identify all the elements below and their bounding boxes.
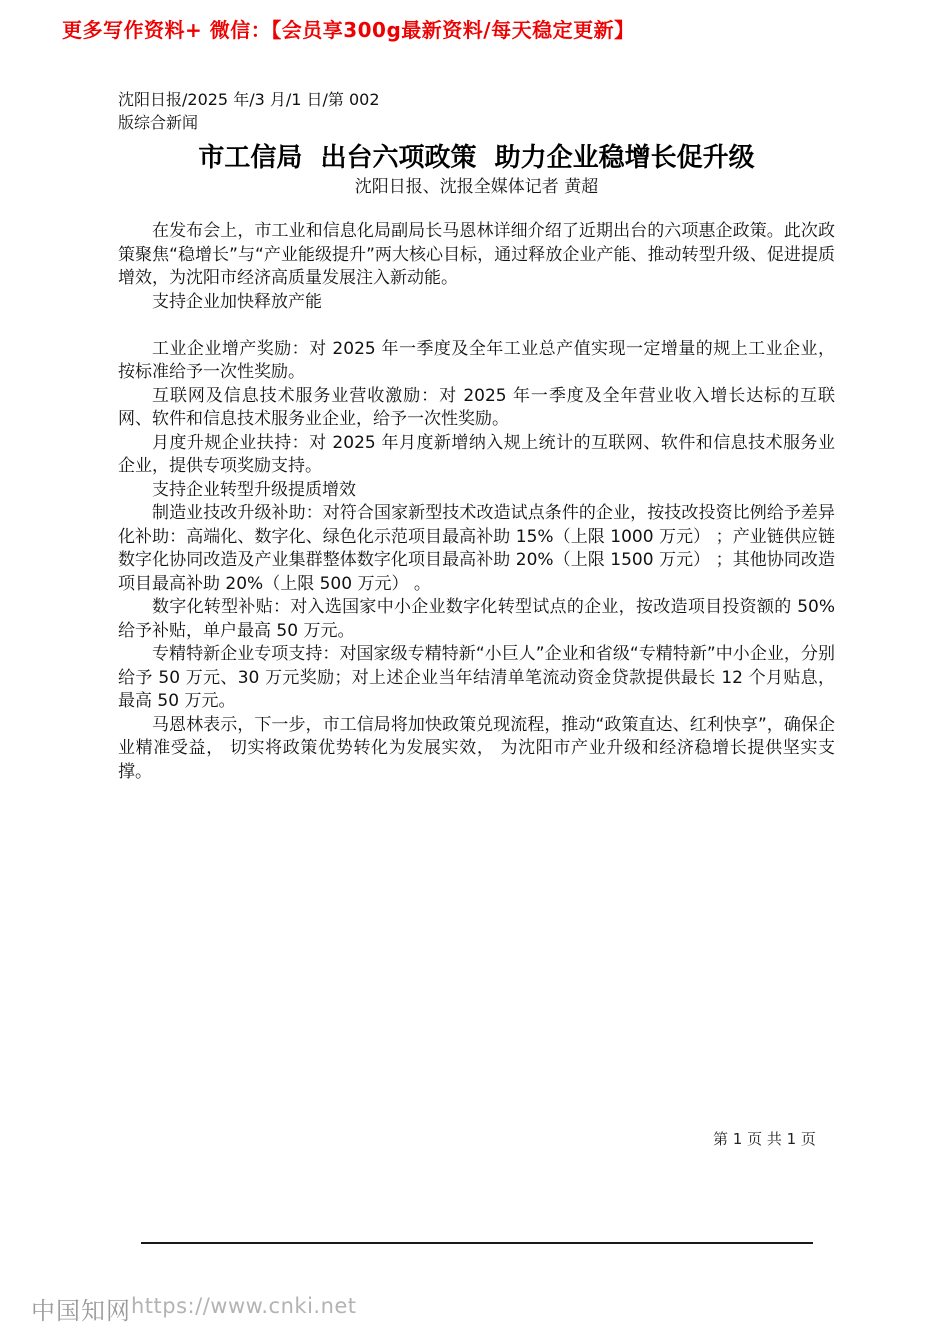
source-meta-line1: 沈阳日报/2025 年/3 月/1 日/第 002 [118, 90, 380, 109]
paragraph: 马恩林表示，下一步，市工信局将加快政策兑现流程，推动“政策直达、红利快享”，确保企业精准受益， 切实将政策优势转化为发展实效， 为沈阳市产业升级和经济稳增长提供坚实支撑。 [118, 714, 835, 782]
paragraph: 互联网及信息技术服务业营收激励：对 2025 年一季度及全年营业收入增长达标的互联网、软件和信息技术服务业企业，给予一次性奖励。 [118, 385, 835, 429]
promo-banner: 更多写作资料+ 微信：【会员享300g最新资料/每天稳定更新】 [62, 18, 635, 42]
paragraph: 工业企业增产奖励：对 2025 年一季度及全年工业总产值实现一定增量的规上工业企业，按标准给予一次性奖励。 [118, 338, 835, 382]
paragraph: 月度升规企业扶持：对 2025 年月度新增纳入规上统计的互联网、软件和信息技术服务业企业，提供专项奖励支持。 [118, 432, 835, 476]
footer-divider [141, 1242, 813, 1244]
section-subhead: 支持企业加快释放产能 [152, 291, 322, 312]
section-subhead: 支持企业转型升级提质增效 [152, 479, 356, 500]
cnki-url-watermark: https://www.cnki.net [131, 1294, 357, 1318]
paragraph: 数字化转型补贴：对入选国家中小企业数字化转型试点的企业，按改造项目投资额的 50%给予补贴，单户最高 50 万元。 [118, 597, 835, 641]
page-indicator: 第 1 页 共 1 页 [713, 1130, 816, 1148]
article-body [118, 220, 835, 784]
paragraph: 在发布会上，市工业和信息化局副局长马恩林详细介绍了近期出台的六项惠企政策。此次政策聚焦“稳增长”与“产业能级提升”两大核心目标，通过释放企业产能、推动转型升级、促进提质增效，为沈阳市经济高质量发展注入新动能。 [118, 221, 835, 288]
article [118, 88, 835, 784]
source-meta [118, 88, 835, 134]
paragraph: 专精特新企业专项支持：对国家级专精特新“小巨人”企业和省级“专精特新”中小企业，分别给予 50 万元、30 万元奖励；对上述企业当年结清单笔流动资金贷款提供最长 12 个月贴息，最高 50 万元。 [118, 644, 835, 711]
article-title: 市工信局 出台六项政策 助力企业稳增长促升级 [198, 143, 755, 173]
article-byline: 沈阳日报、沈报全媒体记者 黄超 [354, 177, 599, 197]
paragraph: 制造业技改升级补助：对符合国家新型技术改造试点条件的企业，按技改投资比例给予差异化补助：高端化、数字化、绿色化示范项目最高补助 15%（上限 1000 万元） ；产业链供应链数字化协同改造及产业集群整体数字化项目最高补助 20%（上限 1500 万元） ；其他协同改造项目最高补助 20%（上限 500 万元） 。 [118, 503, 835, 594]
cnki-brand-watermark: 中国知网 [31, 1297, 131, 1325]
source-meta-line2: 版综合新闻 [118, 113, 199, 132]
